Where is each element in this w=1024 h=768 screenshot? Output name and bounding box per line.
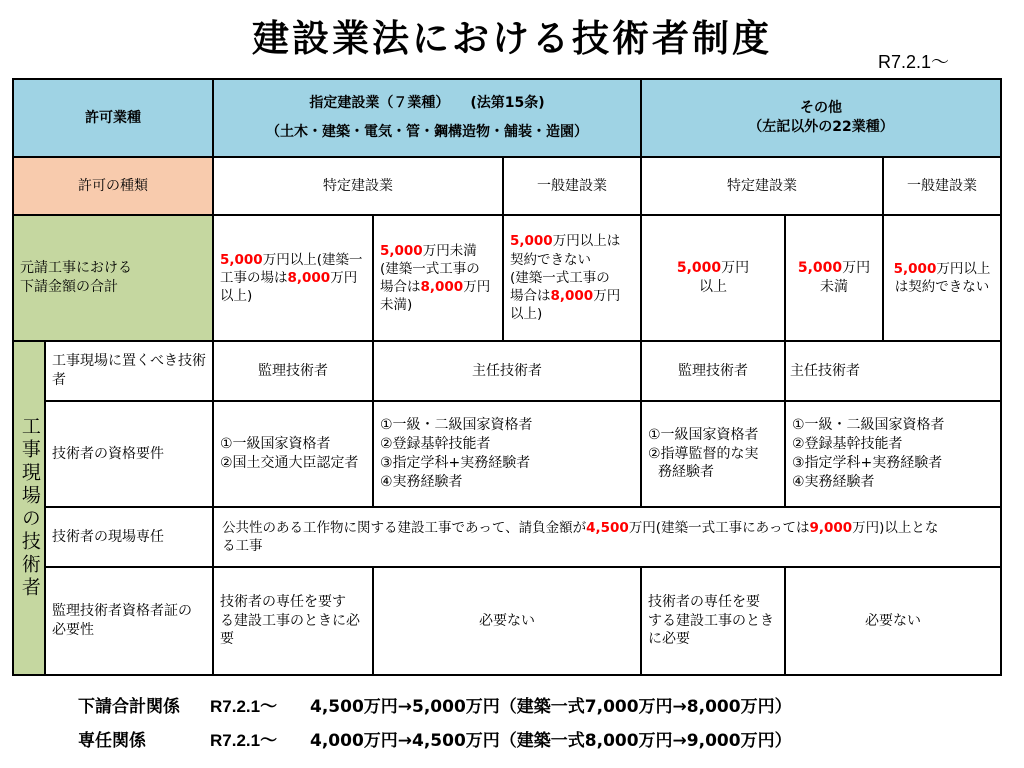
qual-item: ④実務経験者 <box>380 473 463 490</box>
qual-item: ②登録基幹技能者 <box>380 436 491 453</box>
amount-text: 工事の場は <box>220 269 288 286</box>
note-label: 下請合計関係 <box>78 697 180 717</box>
note-date: R7.2.1〜 <box>210 697 278 716</box>
amount-value: 5,000 <box>676 260 722 277</box>
note-date: R7.2.1〜 <box>210 731 278 750</box>
header-sonota <box>640 78 1002 158</box>
amount-shitei-tokutei-over <box>212 214 374 342</box>
qual-shitei-shunin <box>372 400 642 508</box>
qual-item: 務経験者 <box>658 464 714 481</box>
amount-text: 万円以上は <box>552 233 621 250</box>
kind-sonota-ippan: 一般建設業 <box>882 156 1002 216</box>
exclusive-text: 公共性のある工作物に関する建設工事であって、請負金額が <box>222 519 587 536</box>
cert-label-line: 監理技術者資格者証の <box>52 603 192 620</box>
cert-sonota-required <box>640 566 786 676</box>
exclusive-value: 9,000 <box>809 519 853 536</box>
amount-text: 万円以上 <box>936 260 991 277</box>
amount-text: 以上) <box>510 306 543 323</box>
header-shitei-list: （土木・建築・電気・管・鋼構造物・舗装・造園） <box>266 124 588 140</box>
exclusive-text: る工事 <box>222 538 263 554</box>
revision-notes <box>78 690 978 758</box>
cert-text: に必要 <box>648 631 690 648</box>
amount-text: 万円 <box>842 260 871 277</box>
kind-sonota-tokutei: 特定建設業 <box>640 156 884 216</box>
engineer-shitei-shunin: 主任技術者 <box>372 340 642 402</box>
header-sonota-title: その他 <box>800 100 842 117</box>
system-table <box>12 78 1002 676</box>
cert-text: 要 <box>220 631 234 648</box>
amount-value: 5,000 <box>797 260 843 277</box>
amount-row-label <box>12 214 214 342</box>
note-row <box>78 690 978 724</box>
qual-item: ①一級・二級国家資格者 <box>792 417 945 434</box>
cert-text: する建設工事のとき <box>648 612 774 629</box>
kind-row-label: 許可の種類 <box>12 156 214 216</box>
qual-sonota-shunin <box>784 400 1002 508</box>
cert-text: る建設工事のときに必 <box>220 612 360 629</box>
amount-value: 5,000 <box>893 260 937 277</box>
amount-text: 万円 <box>463 279 491 295</box>
amount-text: 以上 <box>698 279 727 295</box>
note-label: 専任関係 <box>78 731 146 751</box>
exclusive-value: 4,500 <box>586 519 629 536</box>
amount-sonota-ippan <box>882 214 1002 342</box>
qual-item: ③指定学科+実務経験者 <box>792 455 943 471</box>
amount-text: (建築一式工事の <box>510 269 610 286</box>
amount-text: は契約できない <box>894 279 990 295</box>
section-label-genba: 工事現場の技術者 <box>12 340 46 676</box>
cert-row-label <box>44 566 214 676</box>
amount-text: (建築一式工事の <box>380 260 480 277</box>
amount-text: 未満) <box>380 297 413 314</box>
kind-shitei-ippan: 一般建設業 <box>502 156 642 216</box>
qual-row-label: 技術者の資格要件 <box>44 400 214 508</box>
cert-sonota-none: 必要ない <box>784 566 1002 676</box>
amount-value: 8,000 <box>550 288 594 305</box>
amount-shitei-tokutei-under <box>372 214 504 342</box>
amount-text: 万円以上(建築一 <box>262 251 363 268</box>
cert-text: 技術者の専任を要 <box>648 593 760 610</box>
amount-value: 5,000 <box>380 242 423 259</box>
exclusive-row-label: 技術者の現場専任 <box>44 506 214 568</box>
cert-text: 技術者の専任を要す <box>220 593 346 610</box>
engineer-row-label: 工事現場に置くべき技術者 <box>44 340 214 402</box>
header-shitei-title: 指定建設業（７業種） (法第15条) <box>309 95 545 112</box>
amount-text: 契約できない <box>510 251 591 268</box>
page-title: 建設業法における技術者制度 <box>252 17 772 60</box>
amount-text: 場合は <box>510 288 551 305</box>
amount-value: 8,000 <box>420 279 464 295</box>
amount-value: 5,000 <box>220 251 263 268</box>
amount-text: 場合は <box>380 279 421 295</box>
qual-item: ①一級・二級国家資格者 <box>380 417 533 434</box>
amount-text: 以上) <box>220 288 253 305</box>
amount-shitei-ippan <box>502 214 642 342</box>
amount-text: 万円未満 <box>422 242 477 259</box>
engineer-sonota-kanri: 監理技術者 <box>640 340 786 402</box>
amount-text: 万円 <box>721 260 750 277</box>
amount-text: 万円 <box>330 269 358 286</box>
cert-shitei-none: 必要ない <box>372 566 642 676</box>
amount-sonota-tokutei-under <box>784 214 884 342</box>
amount-label-line: 元請工事における <box>20 260 132 277</box>
amount-text: 万円 <box>593 288 621 305</box>
amount-value: 5,000 <box>510 233 553 250</box>
header-kyoka-gyoshu: 許可業種 <box>12 78 214 158</box>
engineer-sonota-shunin: 主任技術者 <box>784 340 1002 402</box>
qual-item: ②国土交通大臣認定者 <box>220 455 359 471</box>
note-value: 4,000万円→4,500万円（建築一式8,000万円→9,000万円） <box>310 731 792 751</box>
note-value: 4,500万円→5,000万円（建築一式7,000万円→8,000万円） <box>310 697 792 717</box>
effective-date: R7.2.1〜 <box>878 52 950 72</box>
header-sonota-sub: （左記以外の22業種） <box>748 119 894 135</box>
qual-item: ④実務経験者 <box>792 473 875 490</box>
kind-shitei-tokutei: 特定建設業 <box>212 156 504 216</box>
qual-item: ③指定学科+実務経験者 <box>380 455 531 471</box>
exclusive-text: 万円)以上とな <box>852 519 939 536</box>
cert-label-line: 必要性 <box>52 622 94 638</box>
qual-item: ②登録基幹技能者 <box>792 436 903 453</box>
amount-text: 未満 <box>819 279 848 295</box>
cert-shitei-required <box>212 566 374 676</box>
qual-sonota-kanri <box>640 400 786 508</box>
note-row <box>78 724 978 758</box>
header-shitei <box>212 78 642 158</box>
engineer-shitei-kanri: 監理技術者 <box>212 340 374 402</box>
qual-item: ②指導監督的な実 <box>648 445 759 462</box>
amount-sonota-tokutei-over <box>640 214 786 342</box>
qual-shitei-kanri <box>212 400 374 508</box>
qual-item: ①一級国家資格者 <box>220 436 331 453</box>
qual-item: ①一級国家資格者 <box>648 426 759 443</box>
amount-value: 8,000 <box>287 269 331 286</box>
exclusive-condition <box>212 506 1002 568</box>
exclusive-text: 万円(建築一式工事にあっては <box>628 519 810 536</box>
amount-label-line: 下請金額の合計 <box>20 279 118 295</box>
